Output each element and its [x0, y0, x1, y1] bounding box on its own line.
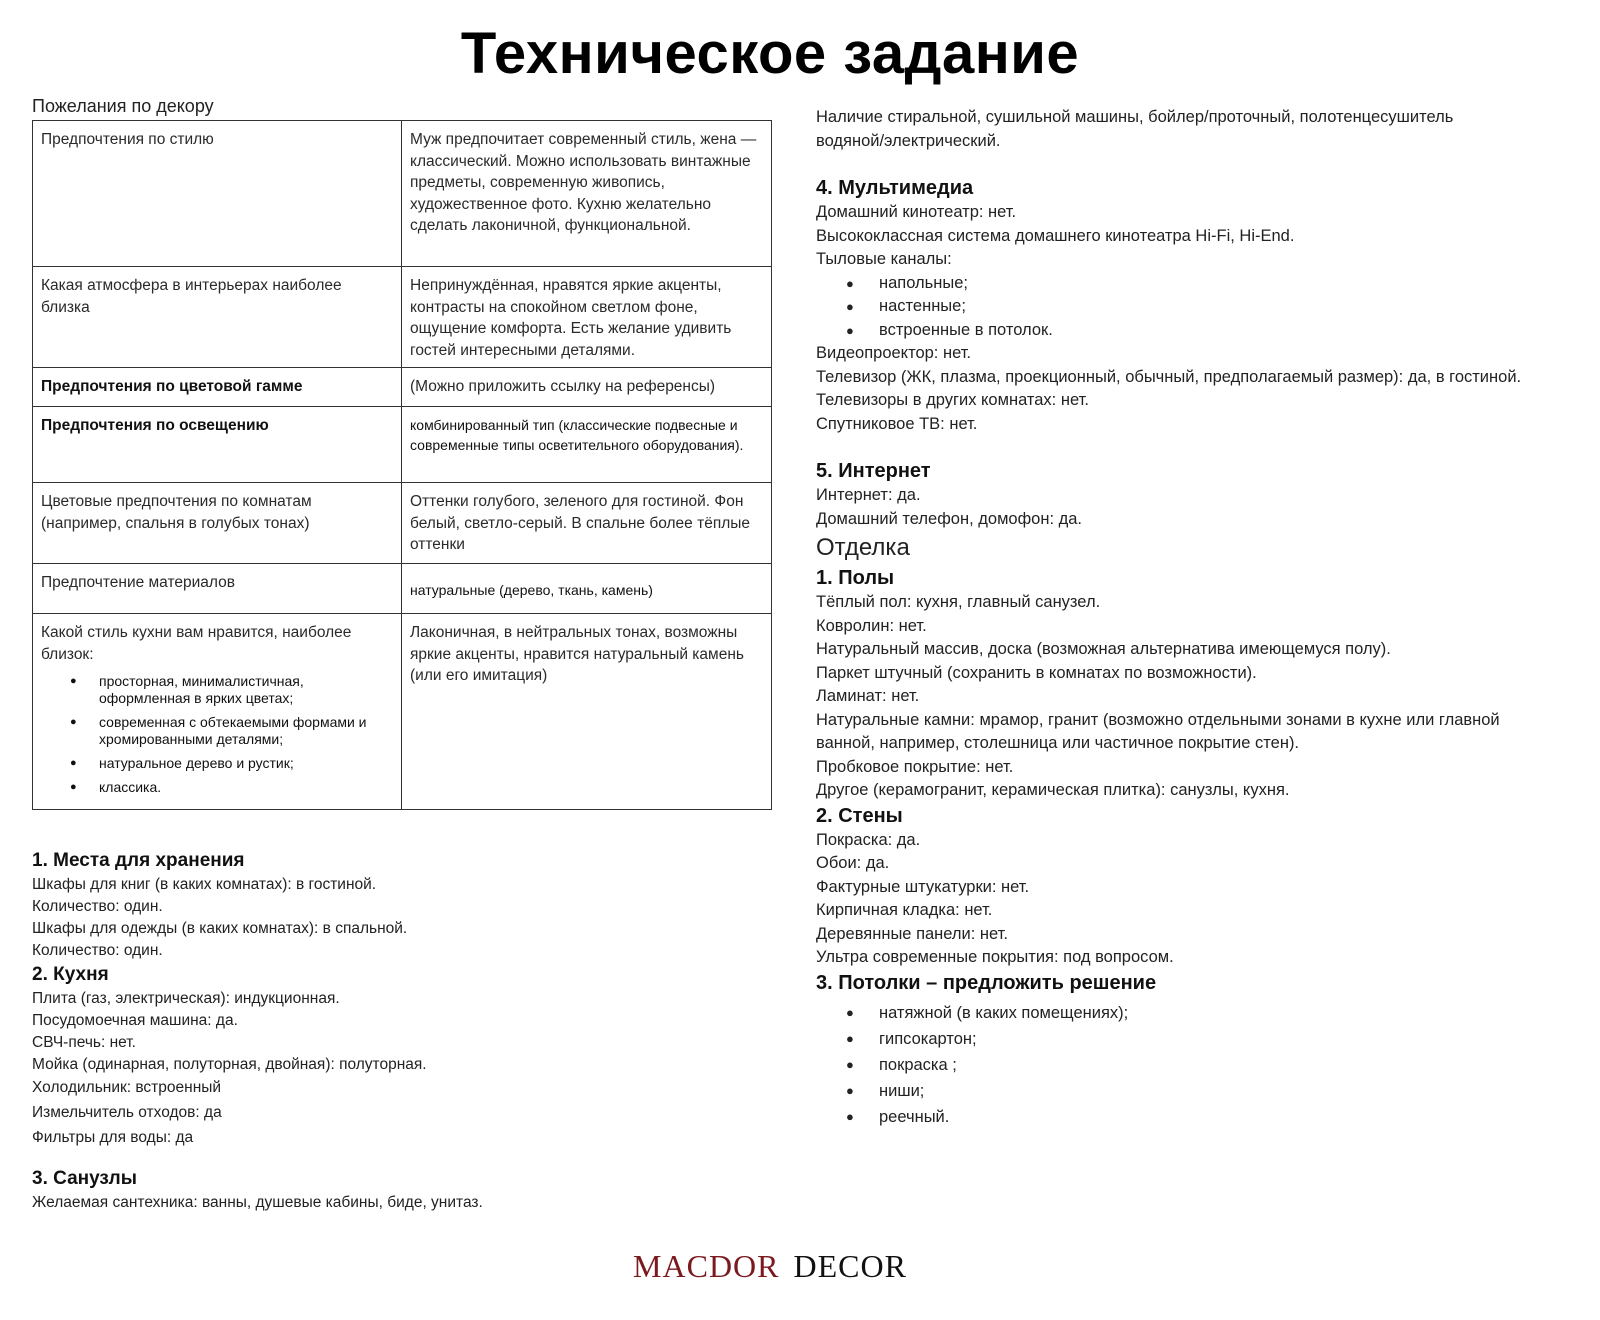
left-column — [32, 848, 772, 1214]
internet-line: Домашний телефон, домофон: да. — [816, 509, 1083, 528]
table-row — [33, 267, 772, 368]
walls-line: Кирпичная кладка: нет. — [816, 901, 993, 919]
bathrooms-line: Желаемая сантехника: ванны, душевые кабины, биде, унитаз. — [32, 1194, 483, 1211]
storage-line: Шкафы для книг (в каких комнатах): в гостиной. — [32, 876, 377, 893]
table-answer: Лаконичная, в нейтральных тонах, возможны яркие акценты, нравится натуральный камень (или его имитация) — [402, 614, 772, 810]
table-row — [33, 407, 772, 483]
kitchen-heading: 2. Кухня — [32, 964, 109, 985]
list-item: ● реечный. — [816, 1104, 1596, 1130]
list-item: ● ниши; — [816, 1078, 1596, 1104]
table-question: Какая атмосфера в интерьерах наиболее близка — [33, 267, 402, 368]
table-question: Предпочтения по стилю — [33, 121, 402, 267]
logo-part-decor: DECOR — [793, 1248, 907, 1284]
floors-line: Натуральный массив, доска (возможная альтернатива имеющемуся полу). — [816, 640, 1391, 658]
table-question: Цветовые предпочтения по комнатам (например, спальня в голубых тонах) — [33, 483, 402, 564]
table-answer: Оттенки голубого, зеленого для гостиной. Фон белый, светло-серый. В спальне более тёплые оттенки — [402, 483, 772, 564]
floors-line: Натуральные камни: мрамор, гранит (возможно отдельными зонами в кухне или главной ванной, например, столешница или частичное покрытие стен). — [816, 710, 1500, 752]
table-row — [33, 483, 772, 564]
list-item: ● классика. — [41, 779, 393, 796]
table-row — [33, 614, 772, 810]
kitchen-line: Посудомоечная машина: да. — [32, 1012, 238, 1029]
right-column — [816, 106, 1596, 1130]
list-item: ● напольные; — [816, 272, 1596, 296]
multimedia-line: Домашний кинотеатр: нет. — [816, 203, 1017, 221]
rear-channels-list — [816, 272, 1596, 343]
walls-line: Фактурные штукатурки: нет. — [816, 877, 1030, 896]
multimedia-line: Телевизоры в других комнатах: нет. — [816, 391, 1089, 409]
floors-line: Другое (керамогранит, керамическая плитка): санузлы, кухня. — [816, 781, 1290, 799]
multimedia-line: Тыловые каналы: — [816, 250, 952, 268]
kitchen-line: Фильтры для воды: да — [32, 1129, 194, 1146]
kitchen-style-question: Какой стиль кухни вам нравится, наиболее близок: — [41, 624, 352, 663]
walls-heading: 2. Стены — [816, 804, 903, 827]
multimedia-line: Высококлассная система домашнего кинотеатра Hi-Fi, Hi-End. — [816, 226, 1295, 245]
kitchen-line: Измельчитель отходов: да — [32, 1104, 222, 1121]
floors-line: Тёплый пол: кухня, главный санузел. — [816, 593, 1101, 611]
list-item: ● современная с обтекаемыми формами и хромированными деталями; — [41, 714, 393, 748]
walls-line: Ультра современные покрытия: под вопросом. — [816, 948, 1174, 966]
list-item: ● встроенные в потолок. — [816, 319, 1596, 343]
table-row — [33, 564, 772, 614]
internet-heading: 5. Интернет — [816, 460, 931, 482]
ceilings-heading: 3. Потолки – предложить решение — [816, 971, 1157, 994]
kitchen-line: СВЧ-печь: нет. — [32, 1034, 136, 1051]
multimedia-heading: 4. Мультимедиа — [816, 177, 974, 199]
table-answer: (Можно приложить ссылку на референсы) — [402, 368, 772, 407]
walls-line: Обои: да. — [816, 854, 890, 872]
brand-logo — [0, 1248, 1540, 1285]
list-item: ● гипсокартон; — [816, 1026, 1596, 1052]
appliances-line: Наличие стиральной, сушильной машины, бойлер/проточный, полотенцесушитель водяной/электрический. — [816, 108, 1454, 150]
multimedia-line: Видеопроектор: нет. — [816, 344, 972, 362]
walls-line: Деревянные панели: нет. — [816, 924, 1008, 943]
decor-preferences-table — [32, 120, 772, 810]
floors-line: Ламинат: нет. — [816, 687, 920, 705]
kitchen-style-options — [41, 673, 393, 796]
table-question: Предпочтение материалов — [33, 564, 402, 614]
list-item: ● просторная, минималистичная, оформленная в ярких цветах; — [41, 673, 393, 707]
internet-line: Интернет: да. — [816, 486, 921, 504]
table-answer: комбинированный тип (классические подвесные и современные типы осветительного оборудования). — [402, 407, 772, 483]
logo-part-macdor: MACDOR — [633, 1248, 780, 1284]
list-item: ● натяжной (в каких помещениях); — [816, 1000, 1596, 1026]
multimedia-line: Телевизор (ЖК, плазма, проекционный, обычный, предполагаемый размер): да, в гостиной. — [816, 367, 1522, 386]
floors-heading: 1. Полы — [816, 567, 895, 589]
table-answer: Муж предпочитает современный стиль, жена — классический. Можно использовать винтажные предметы, современную живопись, художественное фото. Кухню желательно сделать лаконичной, функциональной. — [402, 121, 772, 267]
multimedia-line: Спутниковое ТВ: нет. — [816, 414, 978, 433]
ceilings-list — [816, 1000, 1596, 1130]
table-row — [33, 121, 772, 267]
page-title: Техническое задание — [460, 21, 1080, 86]
floors-line: Пробковое покрытие: нет. — [816, 757, 1014, 776]
walls-line: Покраска: да. — [816, 830, 921, 849]
table-question: Предпочтения по освещению — [33, 407, 402, 483]
list-item: ● покраска ; — [816, 1052, 1596, 1078]
storage-heading: 1. Места для хранения — [32, 850, 245, 871]
table-question: Предпочтения по цветовой гамме — [33, 368, 402, 407]
finish-section-title: Отделка — [816, 534, 910, 561]
floors-line: Ковролин: нет. — [816, 616, 927, 635]
kitchen-line: Плита (газ, электрическая): индукционная. — [32, 990, 340, 1007]
kitchen-line: Мойка (одинарная, полуторная, двойная): полуторная. — [32, 1056, 427, 1073]
kitchen-line: Холодильник: встроенный — [32, 1079, 222, 1096]
table-answer: Непринуждённая, нравятся яркие акценты, контрасты на спокойном светлом фоне, ощущение комфорта. Есть желание удивить гостей интересными деталями. — [402, 267, 772, 368]
table-row — [33, 368, 772, 407]
list-item: ● натуральное дерево и рустик; — [41, 755, 393, 772]
decor-section-label: Пожелания по декору — [32, 96, 214, 116]
bathrooms-heading: 3. Санузлы — [32, 1168, 137, 1189]
storage-line: Количество: один. — [32, 898, 163, 915]
storage-line: Шкафы для одежды (в каких комнатах): в спальной. — [32, 920, 408, 937]
storage-line: Количество: один. — [32, 942, 163, 959]
floors-line: Паркет штучный (сохранить в комнатах по возможности). — [816, 663, 1257, 682]
table-question — [33, 614, 402, 810]
table-answer: натуральные (дерево, ткань, камень) — [402, 564, 772, 614]
list-item: ● настенные; — [816, 295, 1596, 319]
